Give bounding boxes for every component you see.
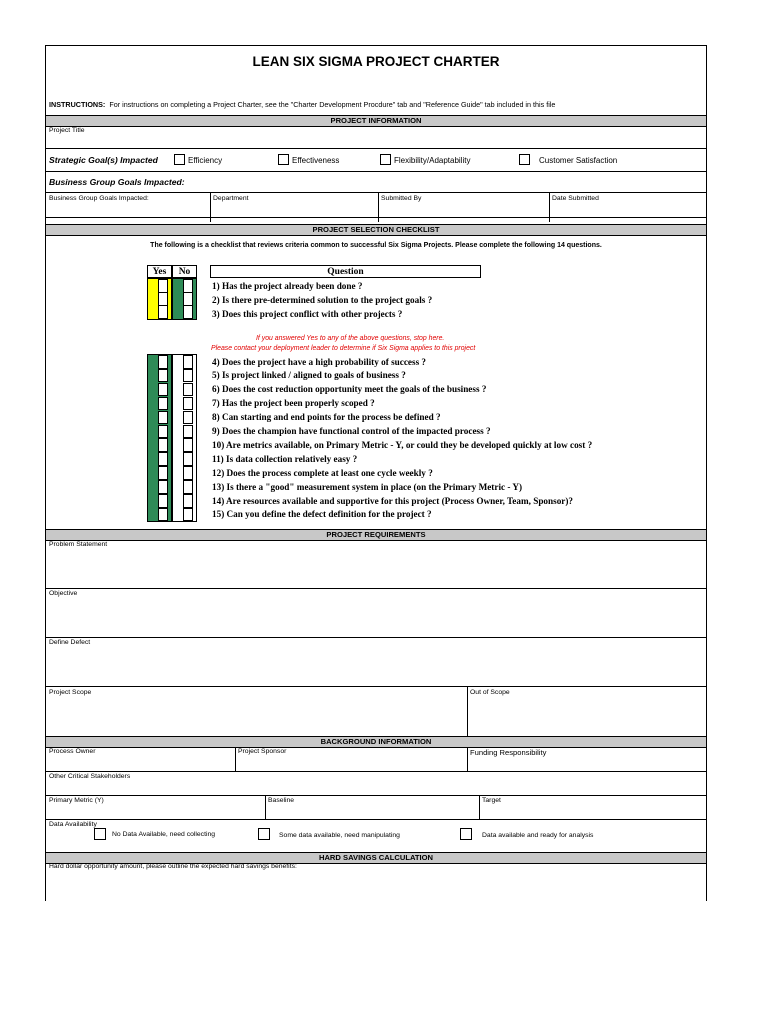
hard-savings-field[interactable]: Hard dollar opportunity amount, please outline the expected hard savings benefits: xyxy=(49,863,297,870)
warning-line-1: If you answered Yes to any of the above questions, stop here. xyxy=(256,335,445,342)
question-7: 7) Has the project been properly scoped ? xyxy=(212,398,375,409)
date-submitted-field[interactable]: Date Submitted xyxy=(552,195,599,202)
divider xyxy=(46,686,706,687)
checklist-intro: The following is a checklist that reviews criteria common to successful Six Sigma Projects. Please complete the following 14 questions. xyxy=(150,242,602,249)
data-ready-checkbox[interactable] xyxy=(460,828,472,840)
funding-responsibility-field[interactable]: Funding Responsibility xyxy=(470,748,547,757)
divider xyxy=(467,686,468,736)
divider xyxy=(479,795,480,819)
yes-header: Yes xyxy=(147,265,172,278)
question-6: 6) Does the cost reduction opportunity meet the goals of the business ? xyxy=(212,384,487,395)
no-header: No xyxy=(172,265,197,278)
data-ready-label: Data available and ready for analysis xyxy=(482,832,594,839)
question-11: 11) Is data collection relatively easy ? xyxy=(212,453,358,464)
flexibility-label: Flexibility/Adaptability xyxy=(394,156,471,165)
efficiency-label: Efficiency xyxy=(188,156,223,165)
q14-no-cell[interactable] xyxy=(183,494,193,508)
instructions-text: For instructions on completing a Project Charter, see the "Charter Development Procdure" tab and "Reference Guide" tab included in this file xyxy=(109,100,556,109)
primary-metric-field[interactable]: Primary Metric (Y) xyxy=(49,797,104,804)
q11-no-cell[interactable] xyxy=(183,452,193,466)
warning-line-2: Please contact your deployment leader to determine if Six Sigma applies to this project xyxy=(211,345,476,352)
q8-yes-cell[interactable] xyxy=(158,411,168,425)
question-14: 14) Are resources available and supportive for this project (Process Owner, Team, Sponsor)? xyxy=(212,495,574,506)
section-background: BACKGROUND INFORMATION xyxy=(46,736,706,748)
q11-yes-cell[interactable] xyxy=(158,452,168,466)
q12-yes-cell[interactable] xyxy=(158,466,168,480)
q7-yes-cell[interactable] xyxy=(158,397,168,411)
baseline-field[interactable]: Baseline xyxy=(268,797,295,804)
q3-yes-cell[interactable] xyxy=(158,305,168,319)
section-requirements: PROJECT REQUIREMENTS xyxy=(46,529,706,541)
divider xyxy=(46,819,706,820)
effectiveness-checkbox[interactable] xyxy=(278,154,289,165)
customer-satisfaction-label: Customer Satisfaction xyxy=(539,156,618,165)
q12-no-cell[interactable] xyxy=(183,466,193,480)
data-availability-label: Data Availability xyxy=(49,821,97,828)
department-field[interactable]: Department xyxy=(213,195,249,202)
q4-yes-cell[interactable] xyxy=(158,355,168,369)
project-title-label: Project Title xyxy=(49,127,85,134)
instructions-label: INSTRUCTIONS: xyxy=(49,100,106,109)
problem-statement-field[interactable]: Problem Statement xyxy=(49,541,108,548)
q9-yes-cell[interactable] xyxy=(158,425,168,439)
define-defect-field[interactable]: Define Defect xyxy=(49,639,91,646)
q15-yes-cell[interactable] xyxy=(158,508,168,522)
divider xyxy=(46,171,706,172)
divider xyxy=(46,637,706,638)
submitted-by-field[interactable]: Submitted By xyxy=(381,195,422,202)
q15-no-cell[interactable] xyxy=(183,508,193,522)
q6-yes-cell[interactable] xyxy=(158,383,168,397)
q8-no-cell[interactable] xyxy=(183,411,193,425)
stakeholders-field[interactable]: Other Critical Stakeholders xyxy=(49,773,131,780)
business-group-goals-field[interactable]: Business Group Goals Impacted: xyxy=(49,195,149,202)
some-data-checkbox[interactable] xyxy=(258,828,270,840)
question-12: 12) Does the process complete at least one cycle weekly ? xyxy=(212,467,433,478)
q3-no-cell[interactable] xyxy=(183,305,193,319)
business-group-goals-heading: Business Group Goals Impacted: xyxy=(49,177,185,187)
question-1: 1) Has the project already been done ? xyxy=(212,281,363,291)
q7-no-cell[interactable] xyxy=(183,397,193,411)
effectiveness-label: Effectiveness xyxy=(292,156,340,165)
q9-no-cell[interactable] xyxy=(183,425,193,439)
q5-no-cell[interactable] xyxy=(183,369,193,383)
instructions xyxy=(49,100,555,109)
objective-field[interactable]: Objective xyxy=(49,590,78,597)
q13-no-cell[interactable] xyxy=(183,480,193,494)
q2-no-cell[interactable] xyxy=(183,292,193,306)
question-13: 13) Is there a "good" measurement system in place (on the Primary Metric - Y) xyxy=(212,481,523,492)
process-owner-field[interactable]: Process Owner xyxy=(49,748,96,755)
target-field[interactable]: Target xyxy=(482,797,501,804)
efficiency-checkbox[interactable] xyxy=(174,154,185,165)
divider xyxy=(235,747,236,772)
question-8: 8) Can starting and end points for the process be defined ? xyxy=(212,412,441,423)
q6-no-cell[interactable] xyxy=(183,383,193,397)
question-15: 15) Can you define the defect definition for the project ? xyxy=(212,509,432,520)
page-title: LEAN SIX SIGMA PROJECT CHARTER xyxy=(252,54,500,69)
section-hard-savings: HARD SAVINGS CALCULATION xyxy=(46,852,706,864)
question-5: 5) Is project linked / aligned to goals of business ? xyxy=(212,370,406,381)
divider xyxy=(467,747,468,772)
q13-yes-cell[interactable] xyxy=(158,480,168,494)
question-9: 9) Does the champion have functional control of the impacted process ? xyxy=(212,426,491,436)
strategic-goals-label: Strategic Goal(s) Impacted xyxy=(49,155,158,165)
no-data-checkbox[interactable] xyxy=(94,828,106,840)
question-2: 2) Is there pre-determined solution to the project goals ? xyxy=(212,295,433,305)
q10-yes-cell[interactable] xyxy=(158,438,168,452)
project-sponsor-field[interactable]: Project Sponsor xyxy=(238,748,287,755)
customer-satisfaction-checkbox[interactable] xyxy=(519,154,530,165)
divider xyxy=(46,217,706,218)
divider xyxy=(46,192,706,193)
flexibility-checkbox[interactable] xyxy=(380,154,391,165)
q1-yes-cell[interactable] xyxy=(158,279,168,293)
section-project-information: PROJECT INFORMATION xyxy=(46,115,706,127)
divider xyxy=(46,795,706,796)
q2-yes-cell[interactable] xyxy=(158,292,168,306)
section-selection-checklist: PROJECT SELECTION CHECKLIST xyxy=(46,224,706,236)
divider xyxy=(46,771,706,772)
q4-no-cell[interactable] xyxy=(183,355,193,369)
divider xyxy=(46,148,706,149)
q1-no-cell[interactable] xyxy=(183,279,193,293)
some-data-label: Some data available, need manipulating xyxy=(279,832,400,839)
out-of-scope-field[interactable]: Out of Scope xyxy=(470,689,510,696)
q14-yes-cell[interactable] xyxy=(158,494,168,508)
project-scope-field[interactable]: Project Scope xyxy=(49,689,92,696)
divider xyxy=(46,588,706,589)
question-3: 3) Does this project conflict with other projects ? xyxy=(212,309,403,319)
divider xyxy=(265,795,266,819)
question-10: 10) Are metrics available, on Primary Metric - Y, or could they be developed quickly at low cost ? xyxy=(212,439,593,450)
question-4: 4) Does the project have a high probability of success ? xyxy=(212,356,427,367)
q5-yes-cell[interactable] xyxy=(158,369,168,383)
question-header: Question xyxy=(210,265,481,278)
no-data-label: No Data Available, need collecting xyxy=(112,831,216,838)
project-charter-form xyxy=(45,45,707,901)
q10-no-cell[interactable] xyxy=(183,438,193,452)
